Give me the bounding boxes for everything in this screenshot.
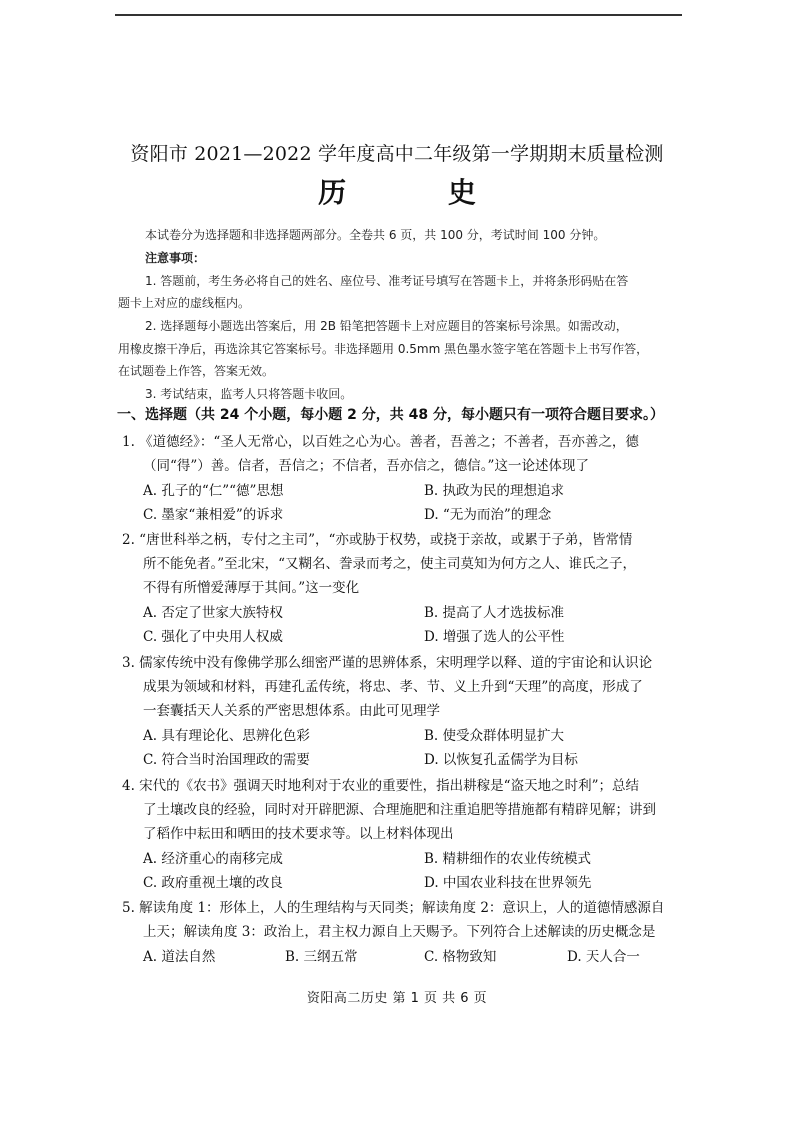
question-line: 上天；解读角度 3：政治上，君主权力源自上天赐予。下列符合上述解读的历史概念是 xyxy=(143,924,656,940)
notice-label: 注意事项： xyxy=(145,251,206,265)
option-b: B. 提高了人才选拔标准 xyxy=(424,605,565,621)
option-c: C. 格物致知 xyxy=(424,949,497,965)
option-a: A. 否定了世家大族特权 xyxy=(143,605,283,621)
section-heading: 一、选择题（共 24 个小题，每小题 2 分，共 48 分，每小题只有一项符合题目要求。） xyxy=(117,407,664,423)
option-c: C. 符合当时治国理政的需要 xyxy=(143,752,310,768)
option-a: A. 具有理论化、思辨化色彩 xyxy=(143,728,310,744)
option-b: B. 使受众群体明显扩大 xyxy=(424,728,565,744)
question-line: 一套囊括天人关系的严密思想体系。由此可见理学 xyxy=(143,703,440,719)
question-line: 1. 《道德经》：“圣人无常心，以百姓之心为心。善者，吾善之；不善者，吾亦善之，德 xyxy=(122,434,639,450)
option-b: B. 精耕细作的农业传统模式 xyxy=(424,851,592,867)
option-c: C. 墨家“兼相爱”的诉求 xyxy=(143,507,284,523)
question-line: 了稻作中耘田和晒田的技术要求等。以上材料体现出 xyxy=(143,826,454,842)
option-d: D. 增强了选人的公平性 xyxy=(424,629,565,645)
question-line: 所不能免者。”至北宋，“又糊名、誊录而考之，使主司莫知为何方之人、谁氏之子， xyxy=(143,556,637,572)
notice-3: 3. 考试结束，监考人只将答题卡收回。 xyxy=(145,387,353,401)
question-line: 不得有所憎爱薄厚于其间。”这一变化 xyxy=(143,580,360,596)
option-c: C. 强化了中央用人权威 xyxy=(143,629,283,645)
question-line: 成果为领域和材料，再建孔孟传统，将忠、孝、节、义上升到“天理”的高度，形成了 xyxy=(143,679,643,695)
exam-overview: 本试卷分为选择题和非选择题两部分。全卷共 6 页，共 100 分，考试时间 100 分钟。 xyxy=(145,228,606,242)
page-footer: 资阳高二历史 第 1 页 共 6 页 xyxy=(306,991,488,1006)
option-d: D. 天人合一 xyxy=(567,949,640,965)
notice-2-line-1: 2. 选择题每小题选出答案后，用 2B 铅笔把答题卡上对应题目的答案标号涂黑。如需改动， xyxy=(145,319,628,333)
notice-2-line-2: 用橡皮擦干净后，再选涂其它答案标号。非选择题用 0.5mm 黑色墨水签字笔在答题卡上书写作答， xyxy=(118,342,649,356)
option-d: D. 以恢复孔孟儒学为目标 xyxy=(424,752,578,768)
question-line: 4. 宋代的《农书》强调天时地利对于农业的重要性，指出耕稼是“盗天地之时利”；总结 xyxy=(122,778,639,794)
notice-2-line-3: 在试题卷上作答，答案无效。 xyxy=(118,364,275,378)
option-b: B. 三纲五常 xyxy=(285,949,358,965)
option-d: D. “无为而治”的理念 xyxy=(424,507,552,523)
option-d: D. 中国农业科技在世界领先 xyxy=(424,875,592,891)
option-a: A. 经济重心的南移完成 xyxy=(143,851,283,867)
option-b: B. 执政为民的理想追求 xyxy=(424,483,565,499)
exam-title: 资阳市 2021—2022 学年度高中二年级第一学期期末质量检测 xyxy=(130,143,664,165)
subject-title: 历 史 xyxy=(318,176,522,209)
question-line: （同“得”）善。信者，吾信之；不信者，吾亦信之，德信。”这一论述体现了 xyxy=(143,458,589,474)
question-line: 3. 儒家传统中没有像佛学那么细密严谨的思辨体系，宋明理学以释、道的宇宙论和认识论 xyxy=(122,655,653,671)
option-a: A. 道法自然 xyxy=(143,949,216,965)
top-rule xyxy=(115,14,682,16)
notice-1-line-1: 1. 答题前，考生务必将自己的姓名、座位号、准考证号填写在答题卡上，并将条形码贴在答 xyxy=(145,274,629,288)
question-line: 了土壤改良的经验，同时对开辟肥源、合理施肥和注重追肥等措施都有精辟见解；讲到 xyxy=(143,802,656,818)
question-line: 5. 解读角度 1：形体上，人的生理结构与天同类；解读角度 2：意识上，人的道德情感源自 xyxy=(122,900,665,916)
question-line: 2. “唐世科举之柄，专付之主司”，“亦或胁于权势，或挠于亲故，或累于子弟，皆常情 xyxy=(122,532,633,548)
option-a: A. 孔子的“仁”“德”思想 xyxy=(143,483,284,499)
notice-1-line-2: 题卡上对应的虚线框内。 xyxy=(118,296,251,310)
option-c: C. 政府重视土壤的改良 xyxy=(143,875,283,891)
